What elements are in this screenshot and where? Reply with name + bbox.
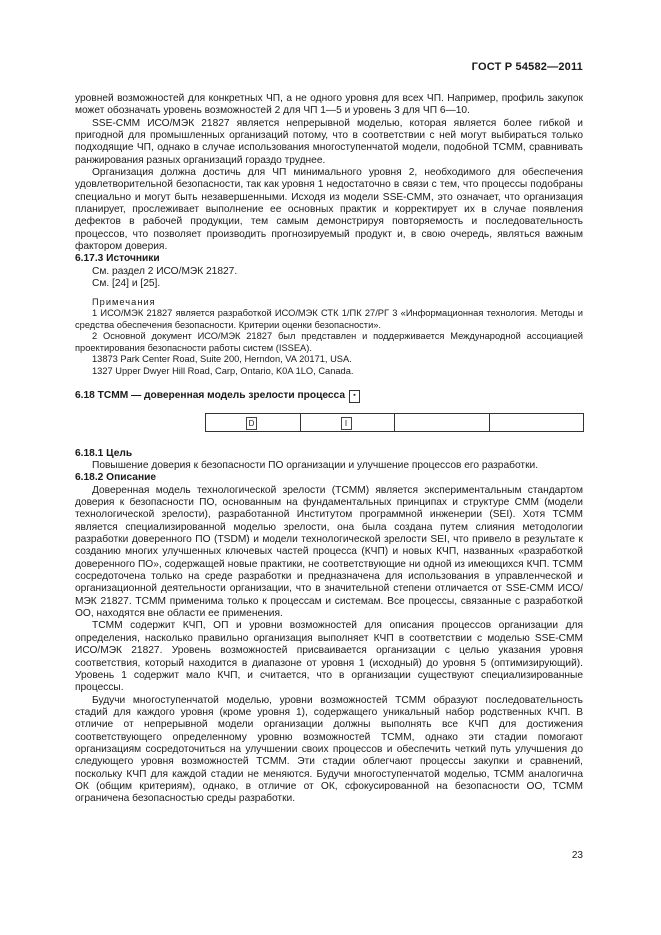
document-icon: ▪ — [349, 390, 360, 403]
note-1: 1 ИСО/МЭК 21827 является разработкой ИСО/МЭК СТК 1/ПК 27/РГ 3 «Информационная технология. Методы и средства обеспечения безопасности. Критерии оценки безопасности». — [75, 308, 583, 330]
document-code: ГОСТ Р 54582—2011 — [471, 61, 583, 73]
section-title — [75, 390, 583, 403]
subsection-heading-description: 6.18.2 Описание — [75, 472, 157, 484]
paragraph: SSE-CMM ИСО/МЭК 21827 является непрерывной моделью, которая является более гибкой и пригодной для промышленных организаций потому, что в соответствии с ней могут выбираться только подходящие ЧП, однако в случае использования многоступенчатой модели, подобной TCMM, сравнивать ранжирования разных организаций гораздо труднее. — [75, 117, 583, 166]
sources-line: См. раздел 2 ИСО/МЭК 21827. — [92, 265, 238, 277]
paragraph: Организация должна достичь для ЧП минимального уровня 2, необходимого для обеспечения удовлетворительной безопасности, так как уровня 1 недостаточно в связи с тем, что процессы подобраны специально и могут быть незавершенными. Исходя из модели SSE-CMM, это означает, что организация планирует, прослеживает выполнение ее основных практик и корректирует их в случае появления дефектов в рабочей продукции, тем самым демонстрируя повторяемость и последовательность процессов, что позволяет производить прогнозируемый продукт и, в свою очередь, являться важным фактором доверия. — [75, 167, 583, 253]
paragraph: TCMM содержит КЧП, ОП и уровни возможностей для описания процессов организации для определения, насколько правильно организация выполняет КЧП в соответствии с моделью SSE-CMM ИСО/МЭК 21827. Уровень возможностей присваивается организации с целью указания уровня соответствия, который находится в диапазоне от уровня 1 (исходный) до уровня 5 (оптимизирующий). Уровень 1 содержит мало КЧП, и считается, что в организации существуют специализированные процессы. — [75, 620, 583, 694]
goal-text: Повышение доверия к безопасности ПО организации и улучшение процессов его разработки. — [92, 460, 539, 471]
sources-line: См. [24] и [25]. — [92, 278, 161, 290]
rating-cell — [301, 414, 396, 431]
rating-cell — [395, 414, 490, 431]
notes-title: Примечания — [92, 296, 156, 307]
rating-cell — [490, 414, 584, 431]
rating-cell — [206, 414, 301, 431]
section-title-text: 6.18 TCMM — доверенная модель зрелости процесса — [75, 389, 346, 401]
address-line: 13873 Park Center Road, Suite 200, Herndon, VA 20171, USA. — [92, 354, 352, 365]
paragraph: Будучи многоступенчатой моделью, уровни возможностей TCMM образуют последовательность стадий для каждого уровня (кроме уровня 1), содержащего уникальный набор родственных КЧП. В отличие от непрерывной модели организации должны выполнять все КЧП для достижения соответствующего определенному уровню возможностей TCMM, однако эти стадии помогают организациям сосредоточиться на улучшении своих процессов и обеспечить четкий путь улучшения до следующего уровня возможностей TCMM. Эти стадии облегчают процессы закупки и сравнений, поскольку КЧП для каждой стадии не меняются. Будучи многоступенчатой моделью, TCMM аналогична ОК (общим критериям), однако, в отличие от ОК, сфокусированной на безопасности ОО, TCMM ограничена безопасностью среды разработки. — [75, 694, 583, 805]
paragraph: Доверенная модель технологической зрелости (TCMM) является экспериментальным стандартом доверия к безопасности ПО, основанным на фундаментальных принципах и структуре CMM (модели технологической зрелости), разработанной Институтом программной инженерии (SEI). Хотя TCMM является специализированной моделью зрелости, она была создана путем слияния методологии разработки доверенного ПО (TSDM) и модели технологической зрелости SEI, что привело в результате к созданию многих улучшенных ключевых частей процесса (КЧП) и новых КЧП, названных «разработкой доверенного ПО», содержащей новые практики, не соответствующие ни одной из имеющихся КЧП. TCMM сосредоточена только на среде разработки и предназначена для использования в управленческой и организационной деятельности организации, что в значительной степени отличается от SSE-CMM ИСО/МЭК 21827. TCMM применима только к процессам и системам. Все процессы, связанные с разработкой ОО, находятся вне области ее применения. — [75, 484, 583, 620]
page-body — [75, 93, 583, 806]
subsection-heading-goal: 6.18.1 Цель — [75, 447, 133, 459]
rating-mark: D — [246, 417, 257, 430]
rating-mark: I — [341, 417, 352, 430]
rating-table — [205, 413, 584, 432]
page-number: 23 — [571, 850, 583, 861]
subsection-heading-sources: 6.17.3 Источники — [75, 253, 160, 265]
note-2: 2 Основной документ ИСО/МЭК 21827 был представлен и поддерживается Международной ассоциацией проектирования безопасности работы систем (ISSEA). — [75, 331, 583, 353]
paragraph: уровней возможностей для конкретных ЧП, а не одного уровня для всех ЧП. Например, профиль закупок может обозначать уровень возможностей 2 для ЧП 1—5 и уровень 3 для ЧП 6—10. — [75, 93, 583, 117]
address-line: 1327 Upper Dwyer Hill Road, Carp, Ontario, K0A 1LO, Canada. — [92, 366, 354, 377]
